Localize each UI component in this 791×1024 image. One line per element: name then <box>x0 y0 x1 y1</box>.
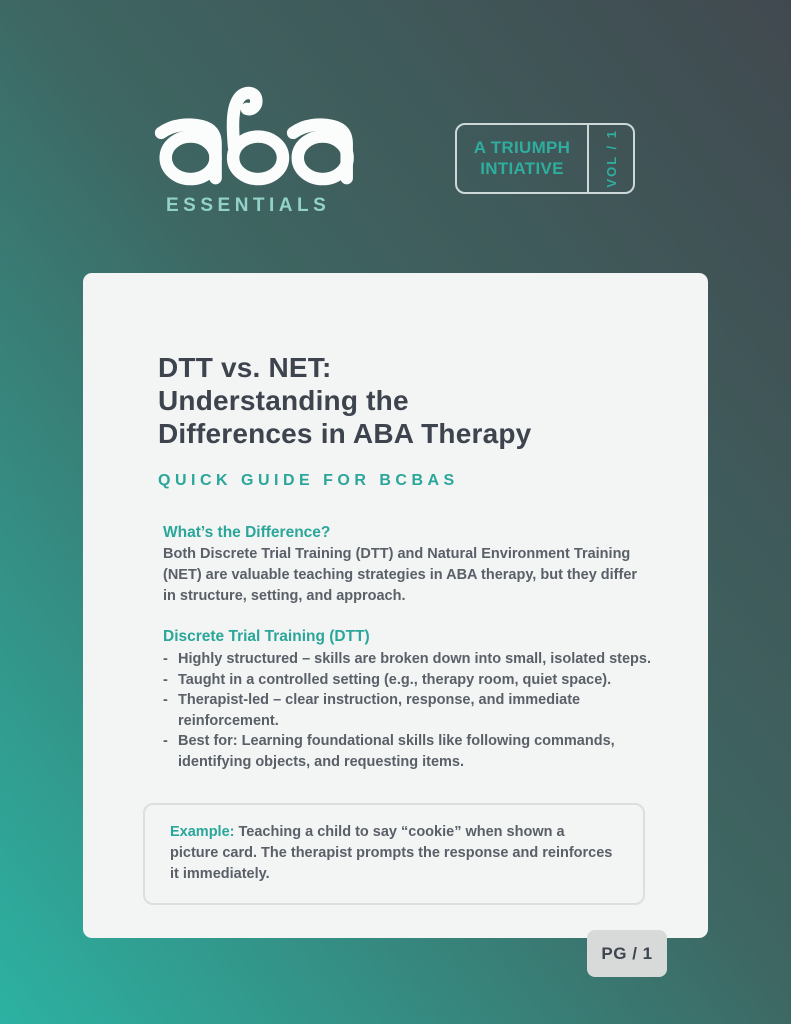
bullet-item: - Therapist-led – clear instruction, response, and immediate reinforcement. <box>163 690 658 731</box>
subtitle: QUICK GUIDE FOR BCBAS <box>158 472 459 489</box>
title-line-3: Differences in ABA Therapy <box>158 418 532 449</box>
section-heading: Discrete Trial Training (DTT) <box>163 628 370 645</box>
initiative-label <box>457 125 587 192</box>
initiative-line2: INTIATIVE <box>480 158 564 178</box>
example-label: Example: <box>170 824 235 840</box>
example-text <box>170 822 615 885</box>
brand-tagline: ESSENTIALS <box>166 195 331 216</box>
volume-badge <box>455 123 635 194</box>
bullet-item: - Best for: Learning foundational skills like following commands, identifying objects, and requesting items. <box>163 731 658 772</box>
page-title <box>158 351 658 450</box>
title-line-1: DTT vs. NET: <box>158 352 332 383</box>
brand-logo <box>148 84 355 217</box>
example-box <box>143 803 645 905</box>
section-whats-the-difference <box>158 522 658 607</box>
bullet-item: - Taught in a controlled setting (e.g., therapy room, quiet space). <box>163 670 658 691</box>
aba-logotype-icon <box>150 84 355 191</box>
volume-number: VOL / 1 <box>603 129 619 188</box>
content-card <box>83 273 708 938</box>
bullet-item: - Highly structured – skills are broken down into small, isolated steps. <box>163 649 658 670</box>
example-body: Teaching a child to say “cookie” when shown a picture card. The therapist prompts the response and reinforces it immediately. <box>170 824 613 882</box>
section-body: Both Discrete Trial Training (DTT) and Natural Environment Training (NET) are valuable teaching strategies in ABA therapy, but they differ in structure, setting, and approach. <box>163 546 638 604</box>
initiative-line1: A TRIUMPH <box>473 138 571 158</box>
section-dtt <box>158 626 658 772</box>
section-heading: What’s the Difference? <box>163 524 331 541</box>
title-line-2: Understanding the <box>158 385 409 416</box>
dtt-bullet-list <box>158 649 658 772</box>
page-number-badge: PG / 1 <box>587 930 667 977</box>
